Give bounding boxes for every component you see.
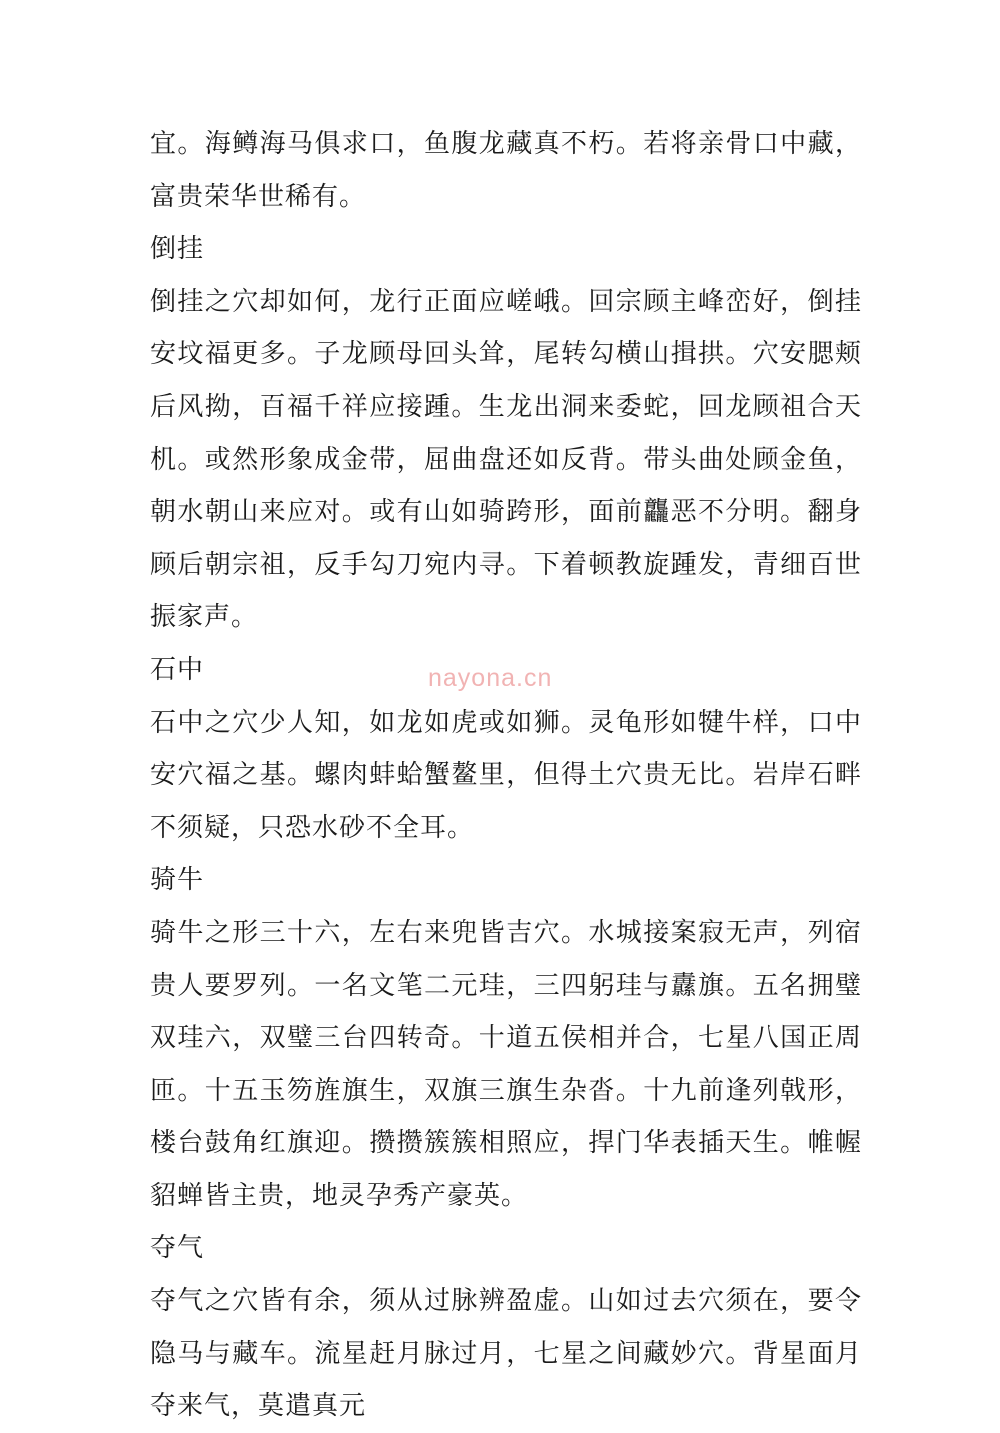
paragraph-duoqi: 夺气之穴皆有余，须从过脉辨盈虚。山如过去穴须在，要令隐马与藏车。流星赶月脉过月，七星之间藏妙穴。背星面月夺来气，莫遣真元 — [150, 1286, 862, 1422]
watermark: nayona.cn — [428, 664, 553, 692]
paragraph-qiniu: 骑牛之形三十六，左右来兜皆吉穴。水城接案寂无声，列宿贵人要罗列。一名文笔二元珪，三四躬珪与纛旗。五名拥璧双珪六，双璧三台四转奇。十道五侯相并合，七星八国正周匝。十五玉笏旌旗生，双旗三旗生杂沓。十九前逢列戟形，楼台鼓角红旗迎。攒攒簇簇相照应，捍门华表插天生。帷幄貂蝉皆主贵，地灵孕秀产豪英。 — [150, 917, 862, 1211]
section-heading-daogua: 倒挂 — [150, 234, 205, 265]
section-heading-shizhong: 石中 — [150, 654, 205, 685]
paragraph-opening: 宜。海鳟海马俱求口，鱼腹龙藏真不朽。若将亲骨口中藏，富贵荣华世稀有。 — [150, 129, 862, 212]
paragraph-shizhong: 石中之穴少人知，如龙如虎或如狮。灵龟形如犍牛样，口中安穴福之基。螺肉蚌蛤蟹鳌里，但得土穴贵无比。岩岸石畔不须疑，只恐水砂不全耳。 — [150, 707, 862, 843]
section-heading-qiniu: 骑牛 — [150, 865, 205, 896]
paragraph-daogua: 倒挂之穴却如何，龙行正面应嵯峨。回宗顾主峰峦好，倒挂安坟福更多。子龙顾母回头耸，尾转勾横山揖拱。穴安腮颊后风拗，百福千祥应接踵。生龙出洞来委蛇，回龙顾祖合天机。或然形象成金带，屈曲盘还如反背。带头曲处顾金鱼，朝水朝山来应对。或有山如骑跨形，面前龘恶不分明。翻身顾后朝宗祖，反手勾刀宛内寻。下着顿教旋踵发，青细百世振家声。 — [150, 286, 862, 633]
document-body — [150, 118, 862, 1433]
section-heading-duoqi: 夺气 — [150, 1233, 205, 1264]
